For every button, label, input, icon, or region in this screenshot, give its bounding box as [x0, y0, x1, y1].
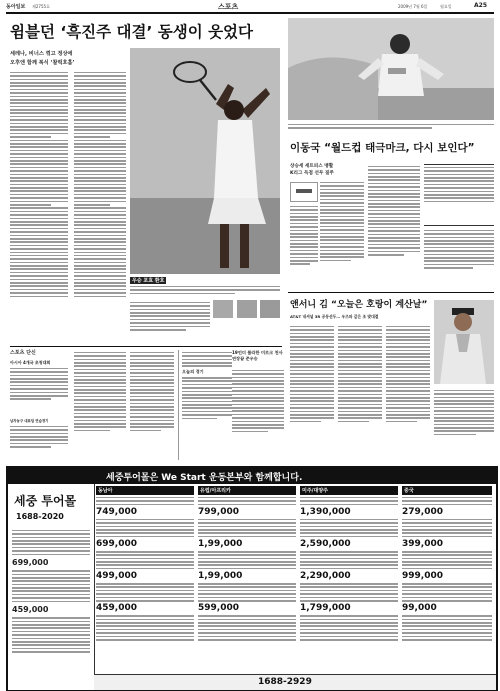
paper-name: 동아일보 — [6, 4, 26, 10]
soccer-text-col-2 — [368, 164, 420, 288]
golf-text-col-3 — [386, 324, 430, 460]
ad-region-1: 동남아 — [96, 486, 194, 495]
ad-price-2: 799,000 — [198, 506, 239, 517]
golf-subhead: AT&T 내셔널 3R 공동선두… 우즈와 같은 조 맞대결 — [290, 314, 379, 319]
ad-price-8: 399,000 — [402, 539, 443, 550]
main-photo-caption — [130, 284, 280, 298]
ad-bottom-phone: 1688-2929 — [258, 677, 312, 687]
main-subhead-2: 오후엔 함께 복식 ‘찰떡호흡’ — [10, 60, 75, 66]
ad-price-11: 2,290,000 — [300, 571, 351, 582]
section-title: 스포츠 — [218, 3, 239, 11]
soccer-player-figure — [288, 18, 494, 120]
soccer-photo — [288, 18, 494, 120]
ad-brand-block — [8, 484, 95, 690]
ad-region-4: 중국 — [402, 486, 492, 495]
ad-brand-price-2: 459,000 — [12, 605, 49, 615]
brief-1-text — [10, 366, 68, 416]
masthead-rule — [6, 12, 494, 14]
ad-price-12: 999,000 — [402, 571, 443, 582]
middle-text-col-b — [130, 350, 174, 460]
ad-price-1: 749,000 — [96, 506, 137, 517]
golf-headline: 앤서니 김 “오늘은 호랑이 계산날” — [290, 300, 428, 310]
main-photo-tennis — [130, 48, 280, 274]
ad-price-4: 279,000 — [402, 506, 443, 517]
main-headline: 윔블던 ‘흑진주 대결’ 동생이 웃었다 — [10, 23, 253, 41]
tennis-photo-small-2 — [237, 300, 257, 318]
ad-price-6: 1,99,000 — [198, 539, 243, 550]
ad-price-13: 459,000 — [96, 603, 137, 614]
soccer-photo-caption — [288, 122, 494, 134]
ad-brand-name: 세중 투어몰 — [14, 494, 77, 508]
stats-box — [178, 350, 232, 460]
ad-price-5: 699,000 — [96, 539, 137, 550]
ad-slogan: 세중투어몰은 We Start 운동본부와 함께합니다. — [106, 473, 303, 483]
ad-phone: 1688-2020 — [16, 512, 64, 521]
middle-text-col-a — [74, 350, 126, 460]
main-story-text-col-1 — [10, 70, 68, 345]
right-section-divider — [288, 292, 494, 293]
main-photo-caption-title: 우승 포효 환호 — [132, 278, 165, 284]
ad-price-16: 99,000 — [402, 603, 437, 614]
tennis-photo-small-1 — [213, 300, 233, 318]
ad-price-15: 1,799,000 — [300, 603, 351, 614]
ad-price-7: 2,590,000 — [300, 539, 351, 550]
travel-ad — [6, 466, 498, 691]
ad-region-2: 유럽/아프리카 — [198, 486, 296, 495]
golf-text-col-1 — [290, 324, 334, 460]
golf-text-col-2 — [338, 324, 382, 460]
issue-date: 2009년 7월 6일 — [398, 3, 428, 9]
brief-1-title: 아시아 4개국 초청대회 — [10, 360, 51, 365]
soccer-subhead-1: 상승세 세트피스 맹활 — [290, 164, 334, 169]
masthead — [6, 2, 494, 12]
soccer-headline: 이동국 “월드컵 태극마크, 다시 보인다” — [290, 142, 475, 154]
brief-2-title: 남자농구 대표팀 연습경기 — [10, 419, 49, 423]
ad-price-3: 1,390,000 — [300, 506, 351, 517]
tennis-photo-small-3 — [260, 300, 280, 318]
ad-price-14: 599,000 — [198, 603, 239, 614]
small-story-1-title: 19언더 폴라한 미르크 천사 연장끝 준우승 — [232, 350, 283, 361]
page-number: A25 — [474, 2, 487, 9]
soccer-stats-table — [424, 164, 494, 226]
small-story-1-text — [232, 368, 284, 460]
issue-number: 제2755호 — [32, 3, 50, 9]
small-photos-caption — [130, 300, 210, 346]
ad-price-10: 1,99,000 — [198, 571, 243, 582]
ad-brand-price-1: 699,000 — [12, 558, 49, 568]
issue-day: 월요일 — [440, 3, 452, 9]
soccer-text-col-0 — [290, 204, 318, 288]
ad-price-9: 499,000 — [96, 571, 137, 582]
soccer-text-col-3 — [424, 228, 494, 288]
ad-column-2 — [198, 486, 296, 674]
stats-title: 오늘의 경기 — [182, 368, 204, 374]
ad-column-1 — [96, 486, 194, 674]
golf-photo — [434, 300, 494, 384]
soccer-logo — [290, 182, 318, 202]
briefs-top-rule — [10, 346, 282, 347]
briefs-title: 스포츠 단신 — [10, 350, 36, 356]
soccer-subhead-2: K리그 득점 선두 질주 — [290, 171, 334, 176]
ad-column-4 — [402, 486, 492, 674]
golfer-figure — [434, 300, 494, 384]
ad-slogan-band — [8, 468, 496, 484]
ad-bottom-bar — [94, 674, 496, 691]
brief-2-text — [10, 424, 68, 460]
golf-photo-caption — [434, 388, 494, 460]
ad-column-3 — [300, 486, 398, 674]
main-story-text-col-2 — [74, 70, 126, 345]
soccer-text-col-1 — [320, 180, 364, 288]
main-subhead-1: 세레나, 비너스 꺾고 정상에 — [10, 51, 73, 57]
tennis-player-figure — [130, 48, 280, 274]
ad-region-3: 미주/대양주 — [300, 486, 398, 495]
